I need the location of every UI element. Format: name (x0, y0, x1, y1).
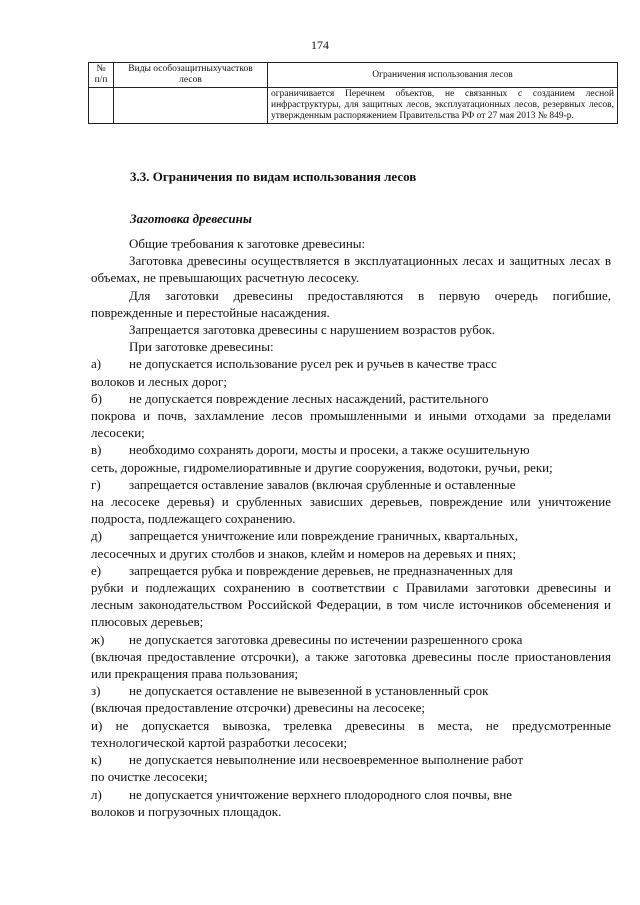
list-marker: и) (91, 717, 103, 733)
list-item (91, 355, 611, 389)
cell-types (114, 88, 268, 124)
list-item-text: волоков и погрузочных площадок. (91, 803, 282, 819)
list-item (91, 441, 611, 475)
list-marker: в) (91, 442, 102, 458)
list-marker: з) (91, 683, 101, 699)
list-item (91, 476, 611, 528)
list-marker: л) (91, 786, 102, 802)
header-restrictions: Ограничения использования лесов (268, 63, 618, 88)
paragraph: При заготовке древесины: (129, 339, 274, 355)
list-item-text: рубки и подлежащих сохранению в соответствии с Правилами заготовки древесины и лесным законодательством Российской Федерации, в том числе источников обсеменения и плюсовых деревьев; (91, 580, 611, 630)
list-item-text: технологической картой разработки лесосеки; (91, 734, 348, 750)
paragraph: Заготовка древесины осуществляется в эксплуатационных лесах и защитных лесах в объемах, не превышающих расчетную лесосеку. (91, 253, 611, 286)
list-marker: а) (91, 356, 102, 372)
cell-restrictions: ограничивается Перечнем объектов, не связанных с созданием лесной инфраструктуры, для защитных лесов, эксплуатационных лесов, резервных лесов, утвержденным распоряжением Правительства РФ от 27 мая 2013 № 849-р. (268, 88, 618, 124)
list-item-text: не допускается оставление не вывезенной в установленный срок (129, 683, 489, 699)
paragraph: Для заготовки древесины предоставляются в первую очередь погибшие, поврежденные и перестойные насаждения. (91, 287, 611, 320)
list-item (91, 751, 611, 785)
list-marker: е) (91, 562, 102, 578)
subheading: Заготовка древесины (130, 211, 252, 226)
list-item (91, 631, 611, 683)
list-item (91, 390, 611, 442)
list-marker: г) (91, 476, 101, 492)
list-item-text: не допускается заготовка древесины по истечении разрешенного срока (129, 631, 523, 647)
list-item (91, 562, 611, 631)
list-item-text: запрещается рубка и повреждение деревьев, не предназначенных для (129, 562, 513, 578)
list-item (91, 786, 611, 820)
list-item-text: сеть, дорожные, гидромелиоративные и другие сооружения, водотоки, ручьи, реки; (91, 459, 553, 475)
list-item-text: не допускается невыполнение или несвоевременное выполнение работ (129, 752, 523, 768)
list-item-text: не допускается использование русел рек и ручьев в качестве трасс (129, 356, 497, 372)
list-item-text: не допускается повреждение лесных насаждений, растительного (129, 390, 489, 406)
list-item-text: лесосечных и других столбов и знаков, клейм и номеров на деревьях и пнях; (91, 545, 517, 561)
list-marker: ж) (91, 631, 105, 647)
list-item-text: покрова и почв, захламление лесов промышленными и иными отходами за пределами лесосеки; (91, 408, 611, 441)
list-item-text: не допускается вывозка, трелевка древесины в места, не предусмотренные (115, 717, 611, 733)
cell-num (89, 88, 114, 124)
list-marker: к) (91, 752, 102, 768)
document-body (91, 235, 611, 820)
page-number: 174 (311, 38, 329, 52)
list-item-text: (включая предоставление отсрочки) древесины на лесосеке; (91, 700, 425, 716)
header-types: Виды особозащитныхучастков лесов (114, 63, 268, 88)
list-item-text: по очистке лесосеки; (91, 769, 208, 785)
table-header-row (89, 63, 618, 88)
table-row (89, 88, 618, 124)
list-item-text: волоков и лесных дорог; (91, 373, 227, 389)
section-heading: 3.3. Ограничения по видам использования лесов (130, 169, 417, 184)
list-item (91, 682, 611, 716)
paragraph: Общие требования к заготовке древесины: (129, 236, 366, 251)
list-item-text: (включая предоставление отсрочки), а также заготовка древесины после приостановления или прекращения права пользования; (91, 648, 611, 682)
list-marker: б) (91, 390, 102, 406)
restrictions-table (88, 62, 618, 124)
list-item-text: не допускается уничтожение верхнего плодородного слоя почвы, вне (129, 786, 513, 802)
list-marker: д) (91, 528, 102, 544)
list-item (91, 527, 611, 561)
list-item (91, 717, 611, 751)
list-item-text: запрещается оставление завалов (включая срубленные и оставленные (129, 476, 516, 492)
header-num: № п/п (89, 63, 114, 88)
list-item-text: на лесосеке деревья) и срубленных зависших деревьев, повреждение или уничтожение подроста, подлежащего сохранению. (91, 494, 611, 527)
list-item-text: запрещается уничтожение или повреждение граничных, квартальных, (129, 528, 519, 544)
paragraph: Запрещается заготовка древесины с нарушением возрастов рубок. (129, 322, 495, 338)
list-item-text: необходимо сохранять дороги, мосты и просеки, а также осушительную (129, 442, 530, 458)
